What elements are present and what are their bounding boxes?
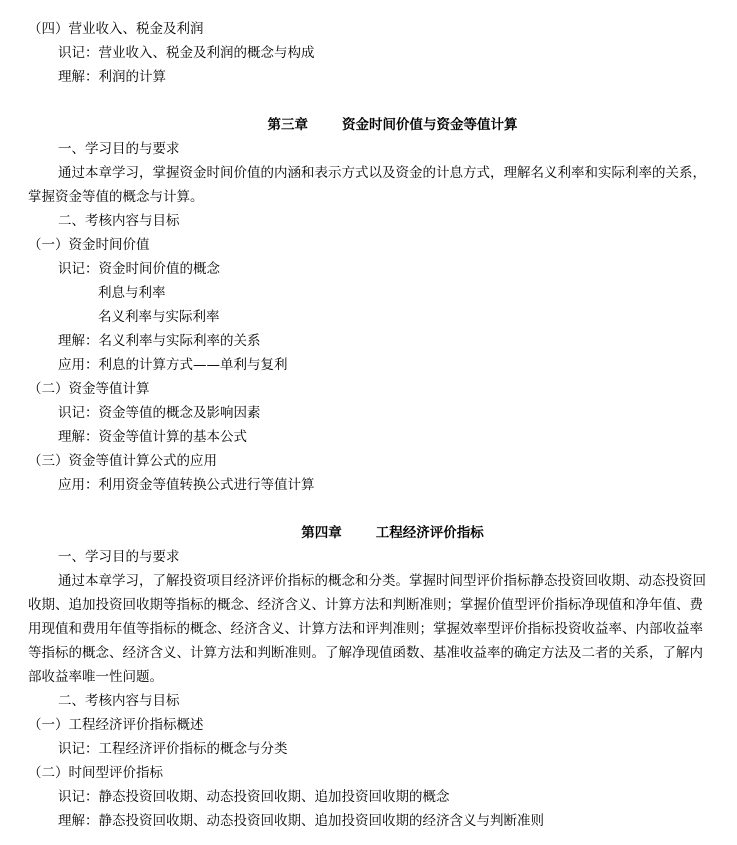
section-4-shiji: 识记：营业收入、税金及利润的概念与构成 (58, 45, 315, 61)
ch3-sub-2-shiji: 识记：资金等值的概念及影响因素 (58, 405, 261, 421)
chapter-3-title (0, 116, 737, 134)
ch3-sub-1-shiji-2: 利息与利率 (98, 285, 166, 301)
ch3-exam-heading: 二、考核内容与目标 (58, 213, 180, 229)
ch3-goal-paragraph-1: 通过本章学习，掌握资金时间价值的内涵和表示方式以及资金的计息方式，理解名义利率和实际利率的关系， (58, 165, 706, 181)
ch3-goal-heading: 一、学习目的与要求 (58, 141, 180, 157)
ch3-sub-2-heading: （二）资金等值计算 (28, 381, 150, 397)
ch4-goal-paragraph-2: 收期、追加投资回收期等指标的概念、经济含义、计算方法和判断准则；掌握价值型评价指标净现值和净年值、费 (28, 597, 703, 613)
ch3-goal-paragraph-2: 掌握资金等值的概念与计算。 (28, 189, 204, 205)
ch4-sub-2-lijie: 理解：静态投资回收期、动态投资回收期、追加投资回收期的经济含义与判断准则 (58, 813, 544, 829)
ch4-sub-2-shiji: 识记：静态投资回收期、动态投资回收期、追加投资回收期的概念 (58, 789, 450, 805)
ch3-sub-1-shiji: 识记：资金时间价值的概念 (58, 261, 220, 277)
chapter-3-name: 资金时间价值与资金等值计算 (342, 117, 518, 133)
section-4-lijie: 理解：利润的计算 (58, 69, 166, 85)
ch4-goal-paragraph-1: 通过本章学习，了解投资项目经济评价指标的概念和分类。掌握时间型评价指标静态投资回收期、动态投资回 (58, 573, 706, 589)
chapter-3-number: 第三章 (267, 117, 308, 133)
ch4-sub-1-heading: （一）工程经济评价指标概述 (28, 717, 204, 733)
chapter-4-name: 工程经济评价指标 (375, 525, 484, 541)
ch4-goal-paragraph-3: 用现值和费用年值等指标的概念、经济含义、计算方法和评判准则；掌握效率型评价指标投资收益率、内部收益率 (28, 621, 703, 637)
ch4-sub-1-shiji: 识记：工程经济评价指标的概念与分类 (58, 741, 288, 757)
ch3-sub-2-lijie: 理解：资金等值计算的基本公式 (58, 429, 247, 445)
ch4-goal-paragraph-5: 部收益率唯一性问题。 (28, 669, 163, 685)
ch3-sub-1-shiji-3: 名义利率与实际利率 (98, 309, 220, 325)
chapter-4-title (0, 524, 737, 542)
ch3-sub-3-heading: （三）资金等值计算公式的应用 (28, 453, 217, 469)
ch3-sub-1-lijie: 理解：名义利率与实际利率的关系 (58, 333, 261, 349)
ch3-sub-1-yingyong: 应用：利息的计算方式——单利与复利 (58, 357, 288, 373)
ch4-sub-2-heading: （二）时间型评价指标 (28, 765, 163, 781)
chapter-4-number: 第四章 (301, 525, 342, 541)
ch4-goal-heading: 一、学习目的与要求 (58, 549, 180, 565)
ch3-sub-1-heading: （一）资金时间价值 (28, 237, 150, 253)
ch4-goal-paragraph-4: 等指标的概念、经济含义、计算方法和判断准则。了解净现值函数、基准收益率的确定方法及二者的关系，了解内 (28, 645, 703, 661)
ch4-exam-heading: 二、考核内容与目标 (58, 693, 180, 709)
section-4-heading: （四）营业收入、税金及利润 (28, 21, 204, 37)
ch3-sub-3-yingyong: 应用：利用资金等值转换公式进行等值计算 (58, 477, 315, 493)
